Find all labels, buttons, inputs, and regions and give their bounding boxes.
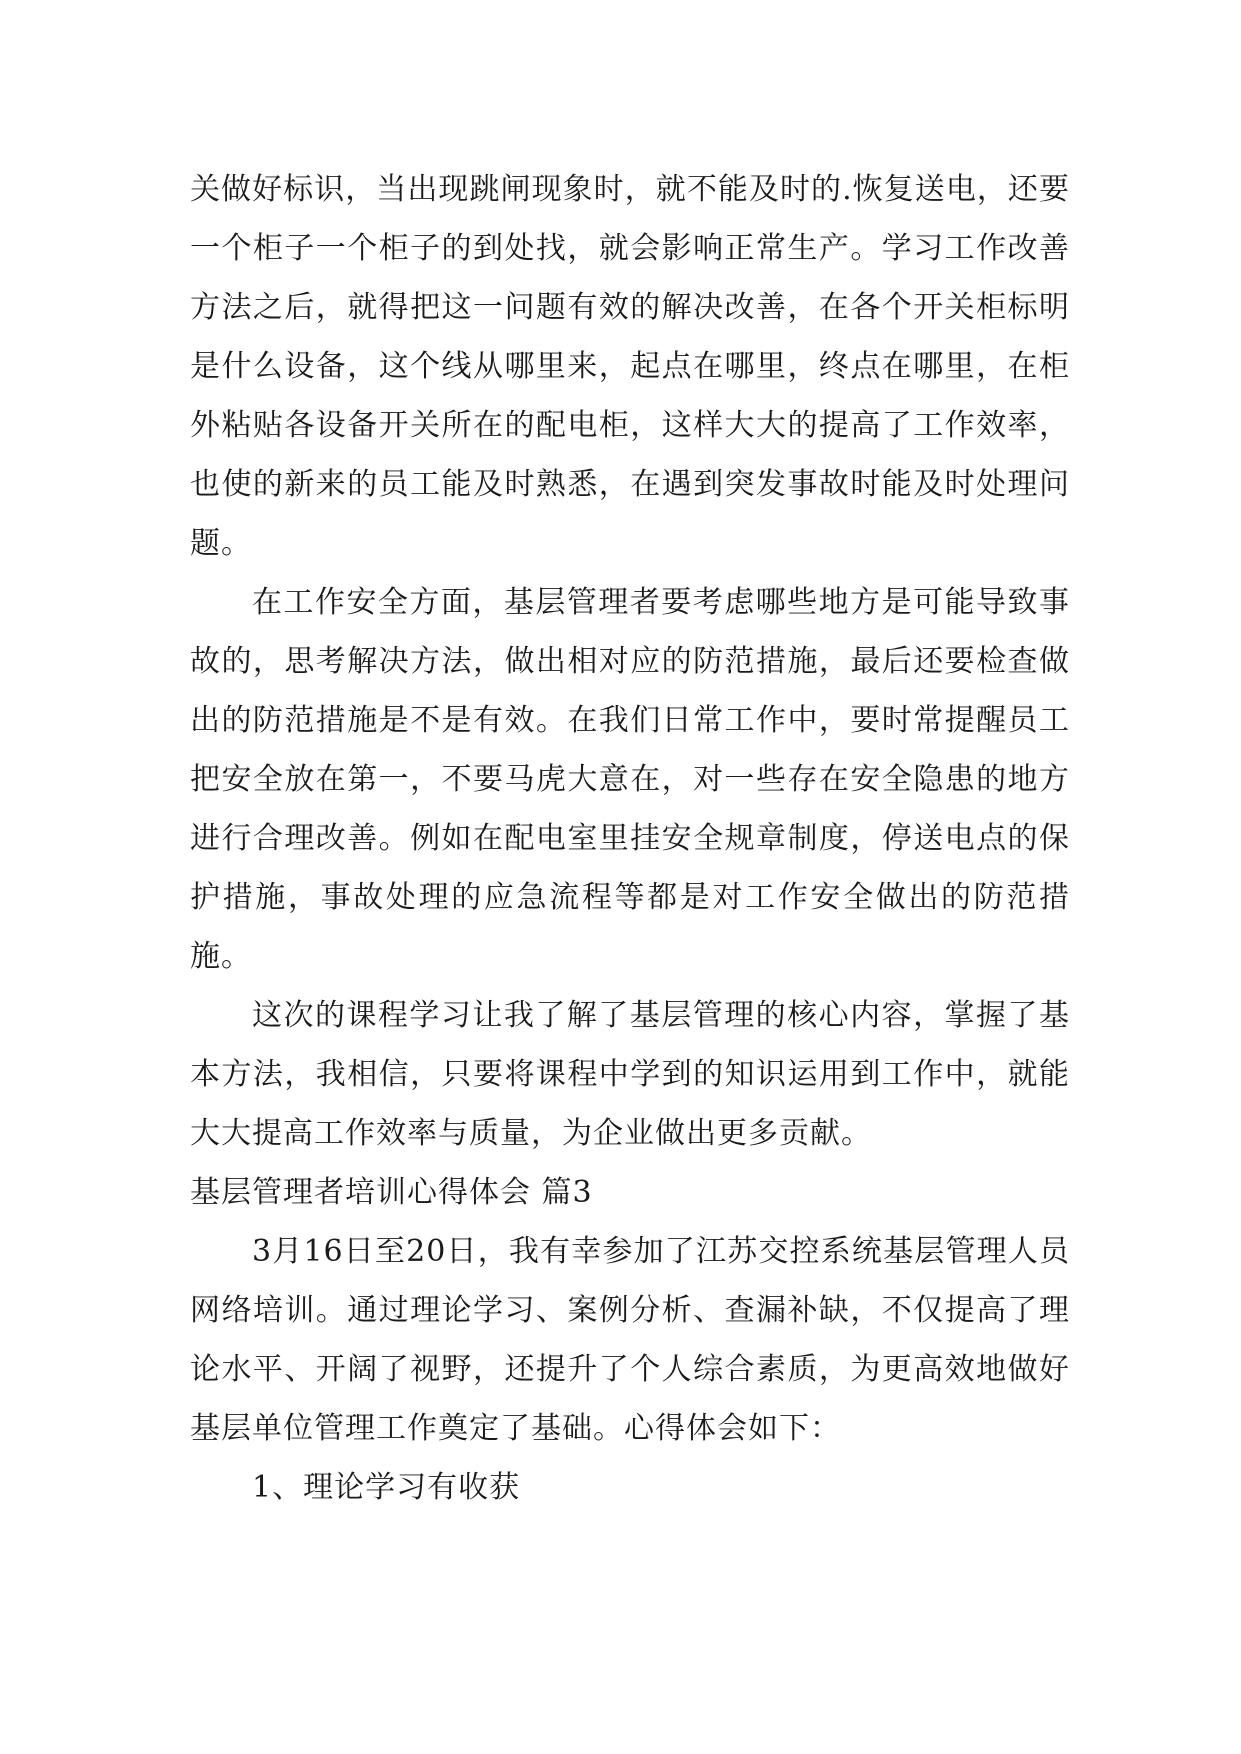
paragraph-3: 这次的课程学习让我了解了基层管理的核心内容，掌握了基本方法，我相信，只要将课程中学到的知识运用到工作中，就能大大提高工作效率与质量，为企业做出更多贡献。 <box>190 998 1070 1151</box>
paragraph-2: 在工作安全方面，基层管理者要考虑哪些地方是可能导致事故的，思考解决方法，做出相对应的防范措施，最后还要检查做出的防范措施是不是有效。在我们日常工作中，要时常提醒员工把安全放在第一，不要马虎大意在，对一些存在安全隐患的地方进行合理改善。例如在配电室里挂安全规章制度，停送电点的保护措施，事故处理的应急流程等都是对工作安全做出的防范措施。 <box>190 585 1070 974</box>
section-heading: 基层管理者培训心得体会 篇3 <box>190 1175 593 1210</box>
paragraph-4: 3月16日至20日，我有幸参加了江苏交控系统基层管理人员网络培训。通过理论学习、案例分析、查漏补缺，不仅提高了理论水平、开阔了视野，还提升了个人综合素质，为更高效地做好基层单位管理工作奠定了基础。心得体会如下： <box>190 1234 1070 1446</box>
list-item-1: 1、理论学习有收获 <box>252 1470 521 1505</box>
document-body <box>190 160 1070 1517</box>
paragraph-1: 关做好标识，当出现跳闸现象时，就不能及时的.恢复送电，还要一个柜子一个柜子的到处找，就会影响正常生产。学习工作改善方法之后，就得把这一问题有效的解决改善，在各个开关柜标明是什么设备，这个线从哪里来，起点在哪里，终点在哪里，在柜外粘贴各设备开关所在的配电柜，这样大大的提高了工作效率，也使的新来的员工能及时熟悉，在遇到突发事故时能及时处理问题。 <box>190 172 1070 561</box>
